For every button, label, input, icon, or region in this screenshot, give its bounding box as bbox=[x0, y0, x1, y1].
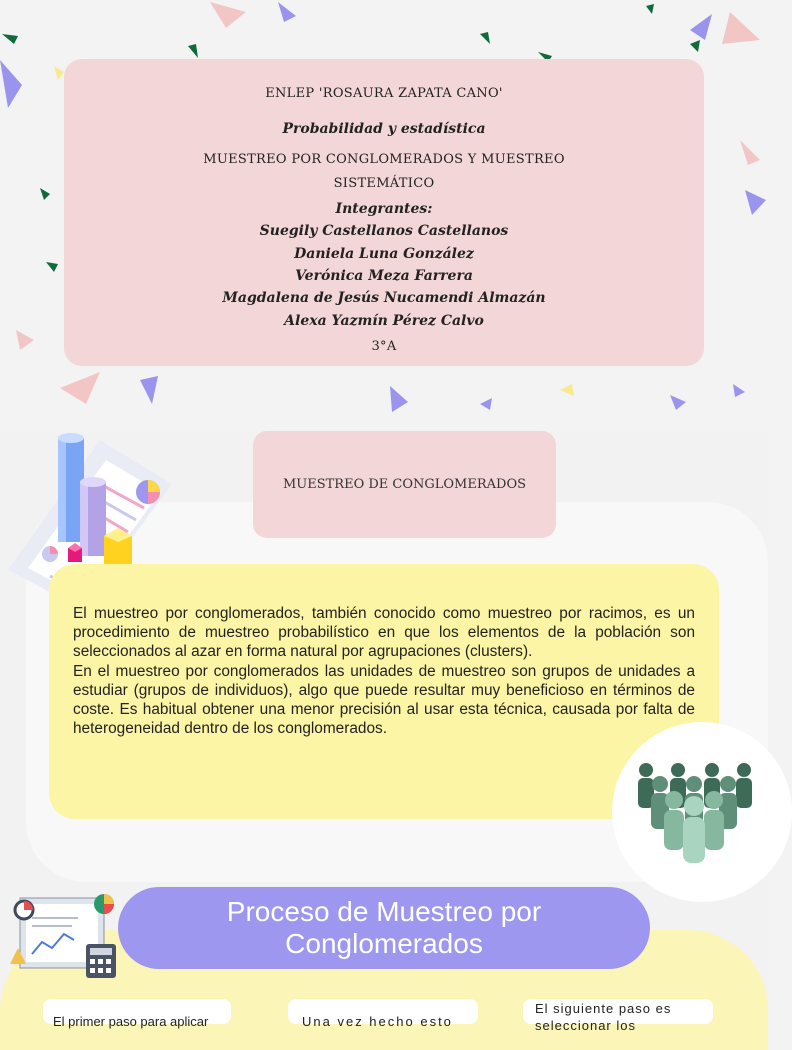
group-label: 3°A bbox=[371, 339, 397, 354]
step-card-2 bbox=[288, 999, 478, 1029]
step-card-3 bbox=[523, 999, 713, 1033]
member-name: Verónica Meza Farrera bbox=[295, 268, 473, 284]
section-title-card bbox=[253, 431, 556, 538]
member-name: Daniela Luna González bbox=[294, 246, 474, 262]
process-title: Proceso de Muestreo por Conglomerados bbox=[226, 896, 542, 959]
report-calculator-icon bbox=[8, 888, 120, 980]
process-title-pill bbox=[118, 887, 650, 969]
topic-title-line2: SISTEMÁTICO bbox=[333, 176, 435, 191]
members-heading: Integrantes: bbox=[335, 201, 433, 217]
cover-card bbox=[64, 59, 704, 366]
member-name: Alexa Yazmín Pérez Calvo bbox=[284, 313, 484, 329]
step-card-1 bbox=[43, 999, 231, 1029]
member-name: Suegily Castellanos Castellanos bbox=[259, 223, 509, 239]
topic-title-line1: MUESTREO POR CONGLOMERADOS Y MUESTREO bbox=[203, 152, 565, 167]
school-name: ENLEP 'ROSAURA ZAPATA CANO' bbox=[265, 86, 503, 101]
definition-paragraph: En el muestreo por conglomerados las unidades de muestreo son grupos de unidades a estudiar (grupos de individuos), algo que puede resultar muy beneficioso en términos de coste. Es habitual obtener una menor precisión al usar esta técnica, causada por falta de heterogeneidad dentro de los conglomerados. bbox=[73, 662, 695, 738]
member-name: Magdalena de Jesús Nucamendi Almazán bbox=[222, 290, 546, 306]
subject-title: Probabilidad y estadística bbox=[282, 121, 486, 137]
step-text: Una vez hecho esto bbox=[302, 1014, 453, 1029]
section-title: MUESTREO DE CONGLOMERADOS bbox=[282, 477, 527, 492]
definition-paragraph: El muestreo por conglomerados, también conocido como muestreo por racimos, es un procedimiento de muestreo probabilístico en que los elementos de la población son seleccionados al azar en forma natural por agrupaciones (clusters). bbox=[73, 605, 695, 661]
people-group-icon bbox=[632, 760, 756, 864]
step-text: El primer paso para aplicar bbox=[53, 1014, 209, 1029]
definition-text bbox=[73, 604, 695, 738]
step-text: El siguiente paso es seleccionar los bbox=[535, 1001, 672, 1033]
